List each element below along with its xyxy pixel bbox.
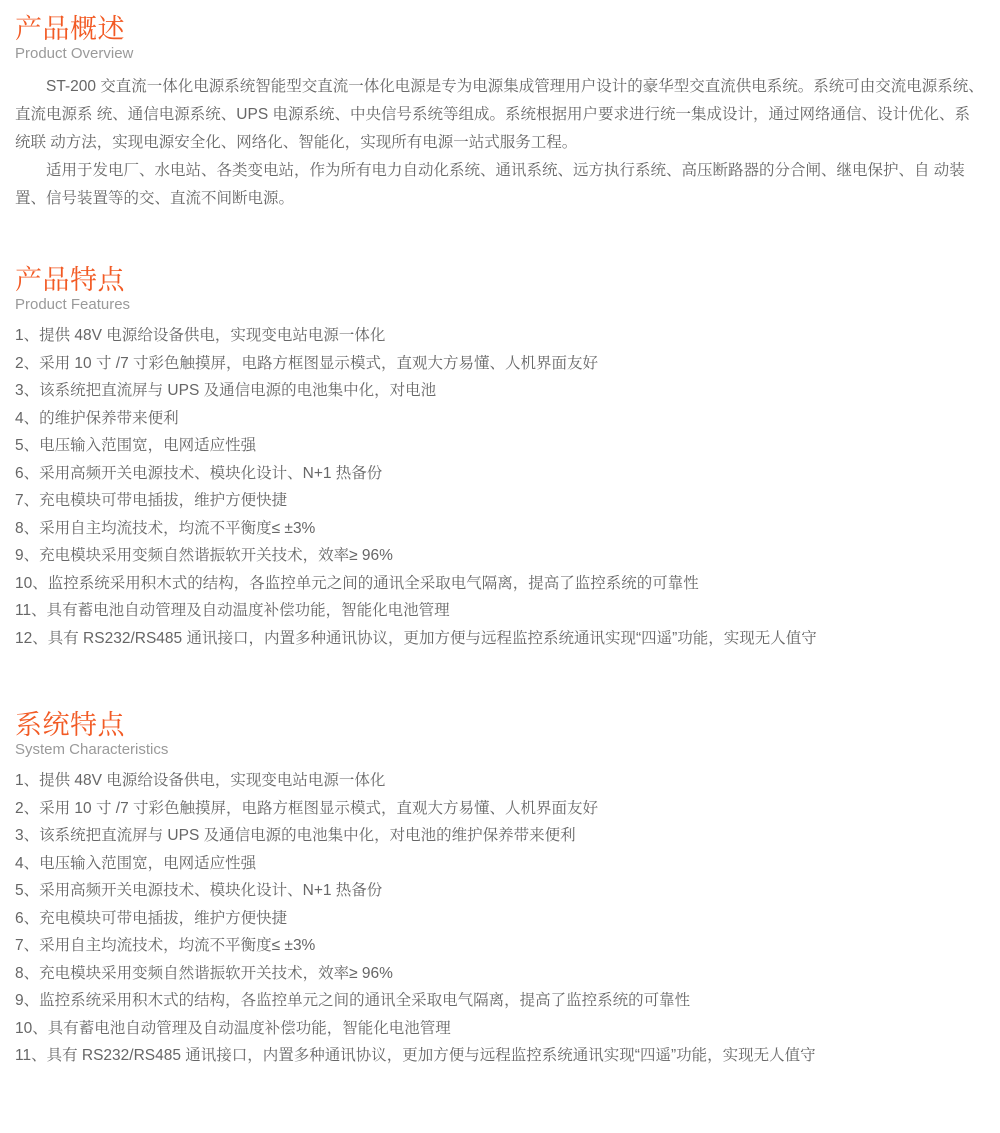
system-item-9: 9、监控系统采用积木式的结构，各监控单元之间的通讯全采取电气隔离，提高了监控系统的可靠性 (15, 992, 691, 1009)
feature-item-10: 10、监控系统采用积木式的结构，各监控单元之间的通讯全采取电气隔离，提高了监控系统的可靠性 (15, 574, 699, 592)
feature-item-12: 12、具有 RS232/RS485 通讯接口，内置多种通讯协议，更加方便与远程监控系统通讯实现“四遥”功能，实现无人值守 (15, 629, 817, 647)
system-list (15, 767, 984, 1070)
section-title-product-overview: 产品概述 (15, 14, 125, 44)
overview-paragraphs (15, 73, 984, 213)
section-product-features (15, 265, 984, 652)
section-title-system-characteristics: 系统特点 (15, 710, 125, 740)
system-item-6: 6、充电模块可带电插拔，维护方便快捷 (15, 909, 288, 927)
system-item-1: 1、提供 48V 电源给设备供电，实现变电站电源一体化 (15, 772, 386, 789)
system-item-7: 7、采用自主均流技术，均流不平衡度≤ ±3% (15, 937, 316, 954)
section-subtitle-product-overview: Product Overview (15, 45, 134, 62)
section-system-characteristics (15, 710, 984, 1070)
feature-list (15, 322, 984, 652)
system-item-2: 2、采用 10 寸 /7 寸彩色触摸屏，电路方框图显示模式，直观大方易懂、人机界面友好 (15, 799, 599, 817)
feature-item-6: 6、采用高频开关电源技术、模块化设计、N+1 热备份 (15, 464, 383, 482)
feature-item-11: 11、具有蓄电池自动管理及自动温度补偿功能，智能化电池管理 (15, 602, 450, 619)
feature-item-3: 3、该系统把直流屏与 UPS 及通信电源的电池集中化，对电池 (15, 382, 437, 399)
section-subtitle-product-features: Product Features (15, 296, 131, 313)
system-item-5: 5、采用高频开关电源技术、模块化设计、N+1 热备份 (15, 882, 383, 899)
feature-item-2: 2、采用 10 寸 /7 寸彩色触摸屏，电路方框图显示模式，直观大方易懂、人机界面友好 (15, 354, 599, 372)
system-item-3: 3、该系统把直流屏与 UPS 及通信电源的电池集中化，对电池的维护保养带来便利 (15, 827, 576, 844)
system-item-4: 4、电压输入范围宽，电网适应性强 (15, 854, 257, 872)
section-subtitle-system-characteristics: System Characteristics (15, 741, 169, 758)
feature-item-5: 5、电压输入范围宽，电网适应性强 (15, 437, 257, 454)
feature-item-9: 9、充电模块采用变频自然谐振软开关技术，效率≥ 96% (15, 547, 393, 564)
feature-item-7: 7、充电模块可带电插拔，维护方便快捷 (15, 492, 288, 509)
overview-paragraph-1: ST-200 交直流一体化电源系统智能型交直流一体化电源是专为电源集成管理用户设计的豪华型交直流供电系统。系统可由交流电源系统、直流电源系 统、通信电源系统、UPS 电源系统、中央信号系统等组成。系统根据用户要求进行统一集成设计，通过网络通信、设计优化、系统联 动方法，实现电源安全化、网络化、智能化，实现所有电源一站式服务工程。 (15, 78, 984, 151)
feature-item-4: 4、的维护保养带来便利 (15, 409, 179, 427)
section-product-overview (15, 14, 984, 213)
system-item-8: 8、充电模块采用变频自然谐振软开关技术，效率≥ 96% (15, 964, 393, 982)
system-item-10: 10、具有蓄电池自动管理及自动温度补偿功能，智能化电池管理 (15, 1019, 451, 1037)
feature-item-1: 1、提供 48V 电源给设备供电，实现变电站电源一体化 (15, 327, 386, 344)
section-title-product-features: 产品特点 (15, 265, 125, 295)
system-item-11: 11、具有 RS232/RS485 通讯接口，内置多种通讯协议，更加方便与远程监控系统通讯实现“四遥”功能，实现无人值守 (15, 1047, 816, 1064)
feature-item-8: 8、采用自主均流技术，均流不平衡度≤ ±3% (15, 519, 316, 537)
overview-paragraph-2: 适用于发电厂、水电站、各类变电站，作为所有电力自动化系统、通讯系统、远方执行系统、高压断路器的分合闸、继电保护、自 动装置、信号装置等的交、直流不间断电源。 (15, 162, 965, 207)
